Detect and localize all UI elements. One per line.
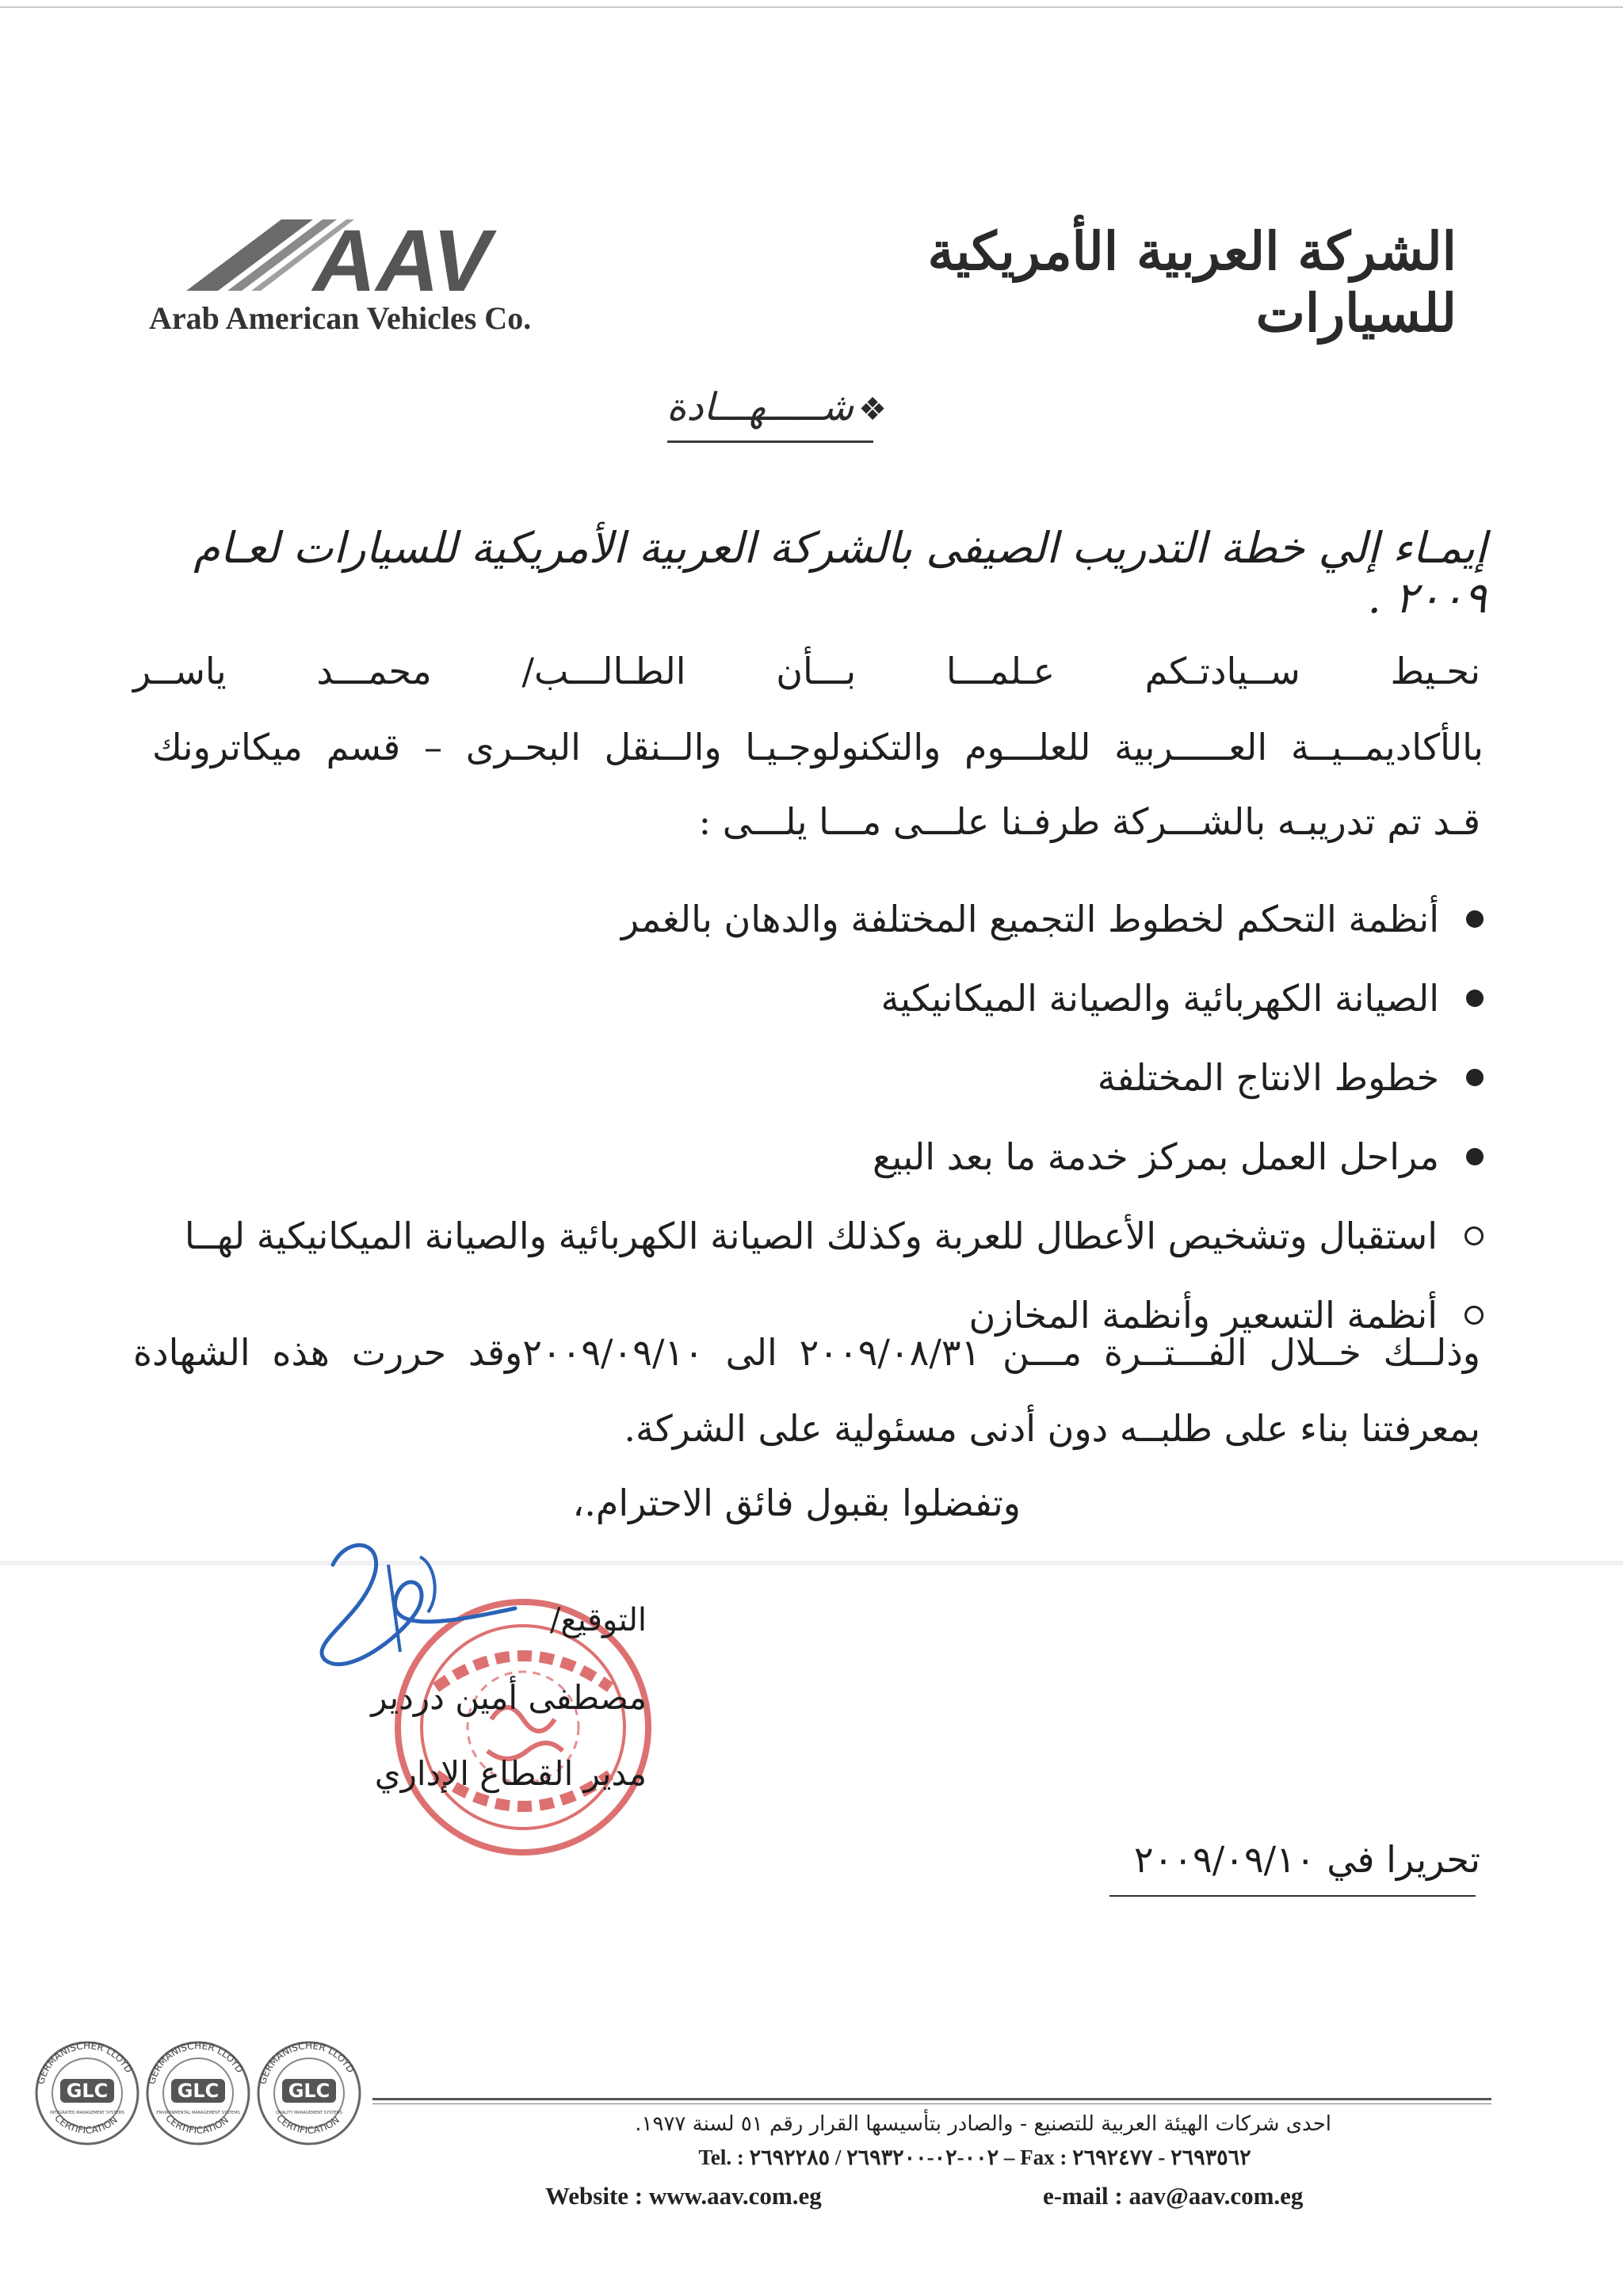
aav-logo-icon xyxy=(186,215,519,303)
footer-email-link[interactable]: e-mail : aav@aav.com.eg xyxy=(1043,2182,1304,2210)
filled-bullet-icon xyxy=(1466,1069,1484,1086)
footer-rule-thin xyxy=(372,2103,1491,2104)
list-item-text: الصيانة الكهربائية والصيانة الميكانيكية xyxy=(880,977,1439,1020)
title-text: شـــــهـــادة xyxy=(666,385,854,429)
filled-bullet-icon xyxy=(1466,1148,1484,1165)
svg-text:QUALITY MANAGEMENT SYSTEMS: QUALITY MANAGEMENT SYSTEMS xyxy=(276,2111,342,2115)
company-name-arabic: الشركة العربية الأمريكية للسيارات xyxy=(927,220,1457,344)
footer-phone-fax: Tel. : ٠٠٢-٠٢-٢٦٩٣٢٠٠ / ٢٦٩٢٢٨٥ – Fax : ٢٦٩٣٥٦٢ - ٢٦٩٢٤٧٧ xyxy=(698,2145,1251,2169)
top-edge-rule xyxy=(0,6,1623,8)
issue-date-underline xyxy=(1109,1895,1476,1897)
filled-bullet-icon xyxy=(1466,910,1484,928)
closing-line: وتفضلوا بقبول فائق الاحترام.، xyxy=(572,1482,1021,1524)
svg-text:GLC: GLC xyxy=(177,2080,220,2102)
list-item xyxy=(136,1038,1484,1117)
svg-text:GERMANISCHER LLOYD: GERMANISCHER LLOYD xyxy=(257,2039,357,2086)
list-item xyxy=(136,959,1484,1038)
handwritten-signature-icon xyxy=(301,1533,539,1676)
list-item-text: أنظمة التحكم لخطوط التجميع المختلفة والدهان بالغمر xyxy=(621,898,1439,940)
footer-rule xyxy=(372,2098,1491,2100)
certification-badge-icon xyxy=(254,2038,365,2149)
scan-shade-band xyxy=(0,1561,1623,1566)
signature-label: التوقيع/ xyxy=(550,1602,647,1638)
training-topics-list xyxy=(136,879,1484,1355)
request-line: بمعرفتنا بناء على طلبــه دون أدنى مسئولية على الشركة. xyxy=(624,1407,1480,1450)
logo-mark-text: AAV xyxy=(313,215,491,303)
signatory-name: مصطفى أمين دردير xyxy=(371,1678,647,1717)
svg-text:CERTIFICATION: CERTIFICATION xyxy=(163,2112,231,2136)
document-title xyxy=(666,385,888,429)
footer-affiliation: احدى شركات الهيئة العربية للتصنيع - والصادر بتأسيسها القرار رقم ٥١ لسنة ١٩٧٧. xyxy=(635,2112,1331,2136)
training-period-line: وذلــك خــلال الفـــتــرة مـــن ٢٠٠٩/٠٨/٣١ الى ٢٠٠٩/٠٩/١٠وقد حررت هذه الشهادة xyxy=(133,1331,1480,1374)
issue-date: تحريرا في ٢٠٠٩/٠٩/١٠ xyxy=(1133,1838,1480,1881)
footer-website-link[interactable]: Website : www.aav.com.eg xyxy=(545,2182,822,2210)
academy-line: بالأكاديمــيــة العـــــربية للعلـــوم والتكنولوجـيـا والــنقل البحـرى – قسم ميكاترونك xyxy=(152,726,1484,769)
list-item xyxy=(136,879,1484,959)
svg-text:GERMANISCHER LLOYD: GERMANISCHER LLOYD xyxy=(35,2039,135,2086)
list-item xyxy=(136,1196,1484,1276)
list-item xyxy=(136,1117,1484,1196)
filled-bullet-icon xyxy=(1466,990,1484,1007)
list-item-text: مراحل العمل بمركز خدمة ما بعد البيع xyxy=(873,1135,1439,1178)
company-name-english: Arab American Vehicles Co. xyxy=(149,300,532,336)
training-intro-line: قـد تم تدريبـه بالشـــركة طرفـنا علـــى مـــا يلـــى : xyxy=(698,800,1480,843)
hollow-bullet-icon xyxy=(1465,1306,1484,1325)
list-item-text: استقبال وتشخيص الأعطال للعربة وكذلك الصيانة الكهربائية والصيانة الميكانيكية لهــا xyxy=(184,1215,1438,1257)
svg-text:GERMANISCHER LLOYD: GERMANISCHER LLOYD xyxy=(146,2039,246,2086)
reference-line: إيمـاء إلي خطة التدريب الصيفى بالشركة العربية الأمريكية للسيارات لعـام ٢٠٠٩ . xyxy=(193,523,1487,623)
title-underline xyxy=(667,441,873,443)
svg-text:ENVIRONMENTAL MANAGEMENT SYSTE: ENVIRONMENTAL MANAGEMENT SYSTEMS xyxy=(156,2111,240,2115)
list-item-text: خطوط الانتاج المختلفة xyxy=(1097,1056,1439,1099)
list-item-text: أنظمة التسعير وأنظمة المخازن xyxy=(968,1294,1438,1337)
ornament-icon: ❖ xyxy=(858,391,887,428)
svg-text:CERTIFICATION: CERTIFICATION xyxy=(52,2112,120,2136)
signatory-position: مدير القطاع الإداري xyxy=(374,1754,647,1793)
svg-text:CERTIFICATION: CERTIFICATION xyxy=(274,2112,342,2136)
svg-text:GLC: GLC xyxy=(66,2080,109,2102)
hollow-bullet-icon xyxy=(1465,1226,1484,1245)
certification-badge-icon xyxy=(143,2038,254,2149)
svg-text:GLC: GLC xyxy=(288,2080,330,2102)
svg-text:INTEGRATED MANAGEMENT SYSTEMS: INTEGRATED MANAGEMENT SYSTEMS xyxy=(49,2111,125,2115)
student-line: نحـيط ســيادتـكم عـلمـــا بـــأن الطـالـــب/ محمـــد ياســر xyxy=(133,650,1480,692)
certification-badge-icon xyxy=(32,2038,143,2149)
